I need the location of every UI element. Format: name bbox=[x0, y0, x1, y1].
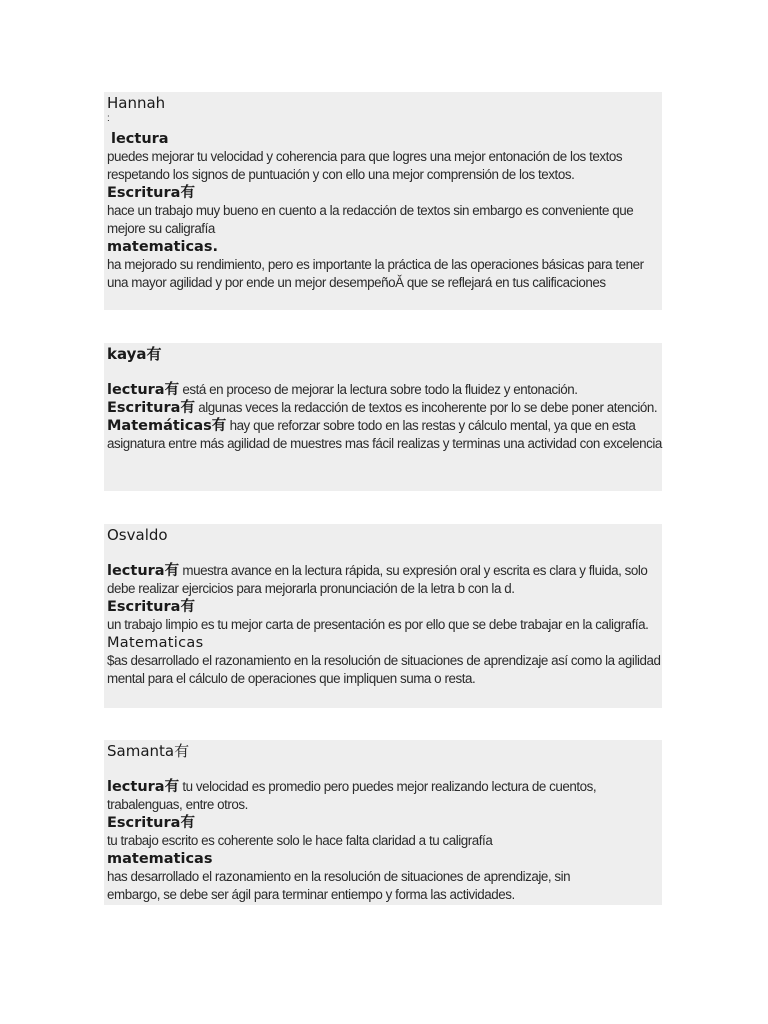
student-name: Hannah bbox=[107, 94, 166, 112]
math-text: ha mejorado su rendimiento, pero es importante la práctica de las operaciones básicas para tener una mayor agilidad y por ende un mejor desempeñoǍ que se reflejará en tus calificaciones bbox=[107, 257, 644, 290]
student-card-samanta bbox=[104, 740, 662, 905]
math-text: $as desarrollado el razonamiento en la resolución de situaciones de aprendizaje así como la agilidad mental para el cálculo de operaciones que impliquen suma o resta. bbox=[107, 653, 661, 686]
math-heading: Matemáticas有 bbox=[107, 418, 227, 434]
student-card-kaya bbox=[104, 343, 662, 491]
student-name: Osvaldo bbox=[107, 526, 168, 544]
student-card-osvaldo bbox=[104, 524, 662, 708]
math-heading: matematicas bbox=[107, 851, 213, 867]
colon-mark: : bbox=[107, 113, 110, 124]
student-card-hannah bbox=[104, 92, 662, 310]
reading-heading: lectura有 bbox=[107, 382, 180, 398]
reading-text: tu velocidad es promedio pero puedes mejor realizando lectura de cuentos, trabalenguas, entre otros. bbox=[107, 779, 597, 812]
math-heading: matematicas. bbox=[107, 239, 218, 255]
writing-text: hace un trabajo muy bueno en cuento a la redacción de textos sin embargo es conveniente que mejore su caligrafía bbox=[107, 203, 634, 236]
spacer bbox=[107, 762, 662, 778]
reading-text: puedes mejorar tu velocidad y coherencia para que logres una mejor entonación de los textos respetando los signos de puntuación y con ello una mejor comprensión de los textos. bbox=[107, 149, 623, 182]
spacer bbox=[107, 546, 662, 562]
reading-heading: lectura有 bbox=[107, 563, 180, 579]
reading-paragraph bbox=[107, 562, 662, 598]
student-name: kaya有 bbox=[107, 345, 162, 363]
writing-heading: Escritura有 bbox=[107, 400, 195, 416]
writing-heading: Escritura有 bbox=[107, 815, 195, 831]
writing-heading: Escritura有 bbox=[107, 185, 195, 201]
math-heading: Matematicas bbox=[107, 635, 204, 651]
math-paragraph bbox=[107, 417, 662, 453]
writing-heading: Escritura有 bbox=[107, 599, 195, 615]
student-name: Samanta有 bbox=[107, 742, 190, 760]
reading-heading: lectura bbox=[111, 131, 169, 147]
reading-paragraph bbox=[107, 778, 662, 814]
writing-paragraph bbox=[107, 399, 662, 417]
math-text: has desarrollado el razonamiento en la resolución de situaciones de aprendizaje, sin embargo, se debe ser ágil para terminar entiempo y forma las actividades. bbox=[107, 869, 571, 902]
reading-paragraph bbox=[107, 381, 662, 399]
reading-text: está en proceso de mejorar la lectura sobre todo la fluidez y entonación. bbox=[179, 382, 578, 397]
spacer bbox=[107, 365, 662, 381]
writing-text: algunas veces la redacción de textos es incoherente por lo se debe poner atención. bbox=[194, 400, 658, 415]
math-text: hay que reforzar sobre todo en las restas y cálculo mental, ya que en esta asignatura entre más agilidad de muestres mas fácil realizas y terminas una actividad con excelencia bbox=[107, 418, 662, 451]
writing-text: un trabajo limpio es tu mejor carta de presentación es por ello que se debe trabajar en la caligrafía. bbox=[107, 617, 649, 632]
reading-text: muestra avance en la lectura rápida, su expresión oral y escrita es clara y fluida, solo debe realizar ejercicios para mejorarla pronunciación de la letra b con la d. bbox=[107, 563, 648, 596]
writing-text: tu trabajo escrito es coherente solo le hace falta claridad a tu caligrafía bbox=[107, 833, 493, 848]
reading-heading: lectura有 bbox=[107, 779, 180, 795]
